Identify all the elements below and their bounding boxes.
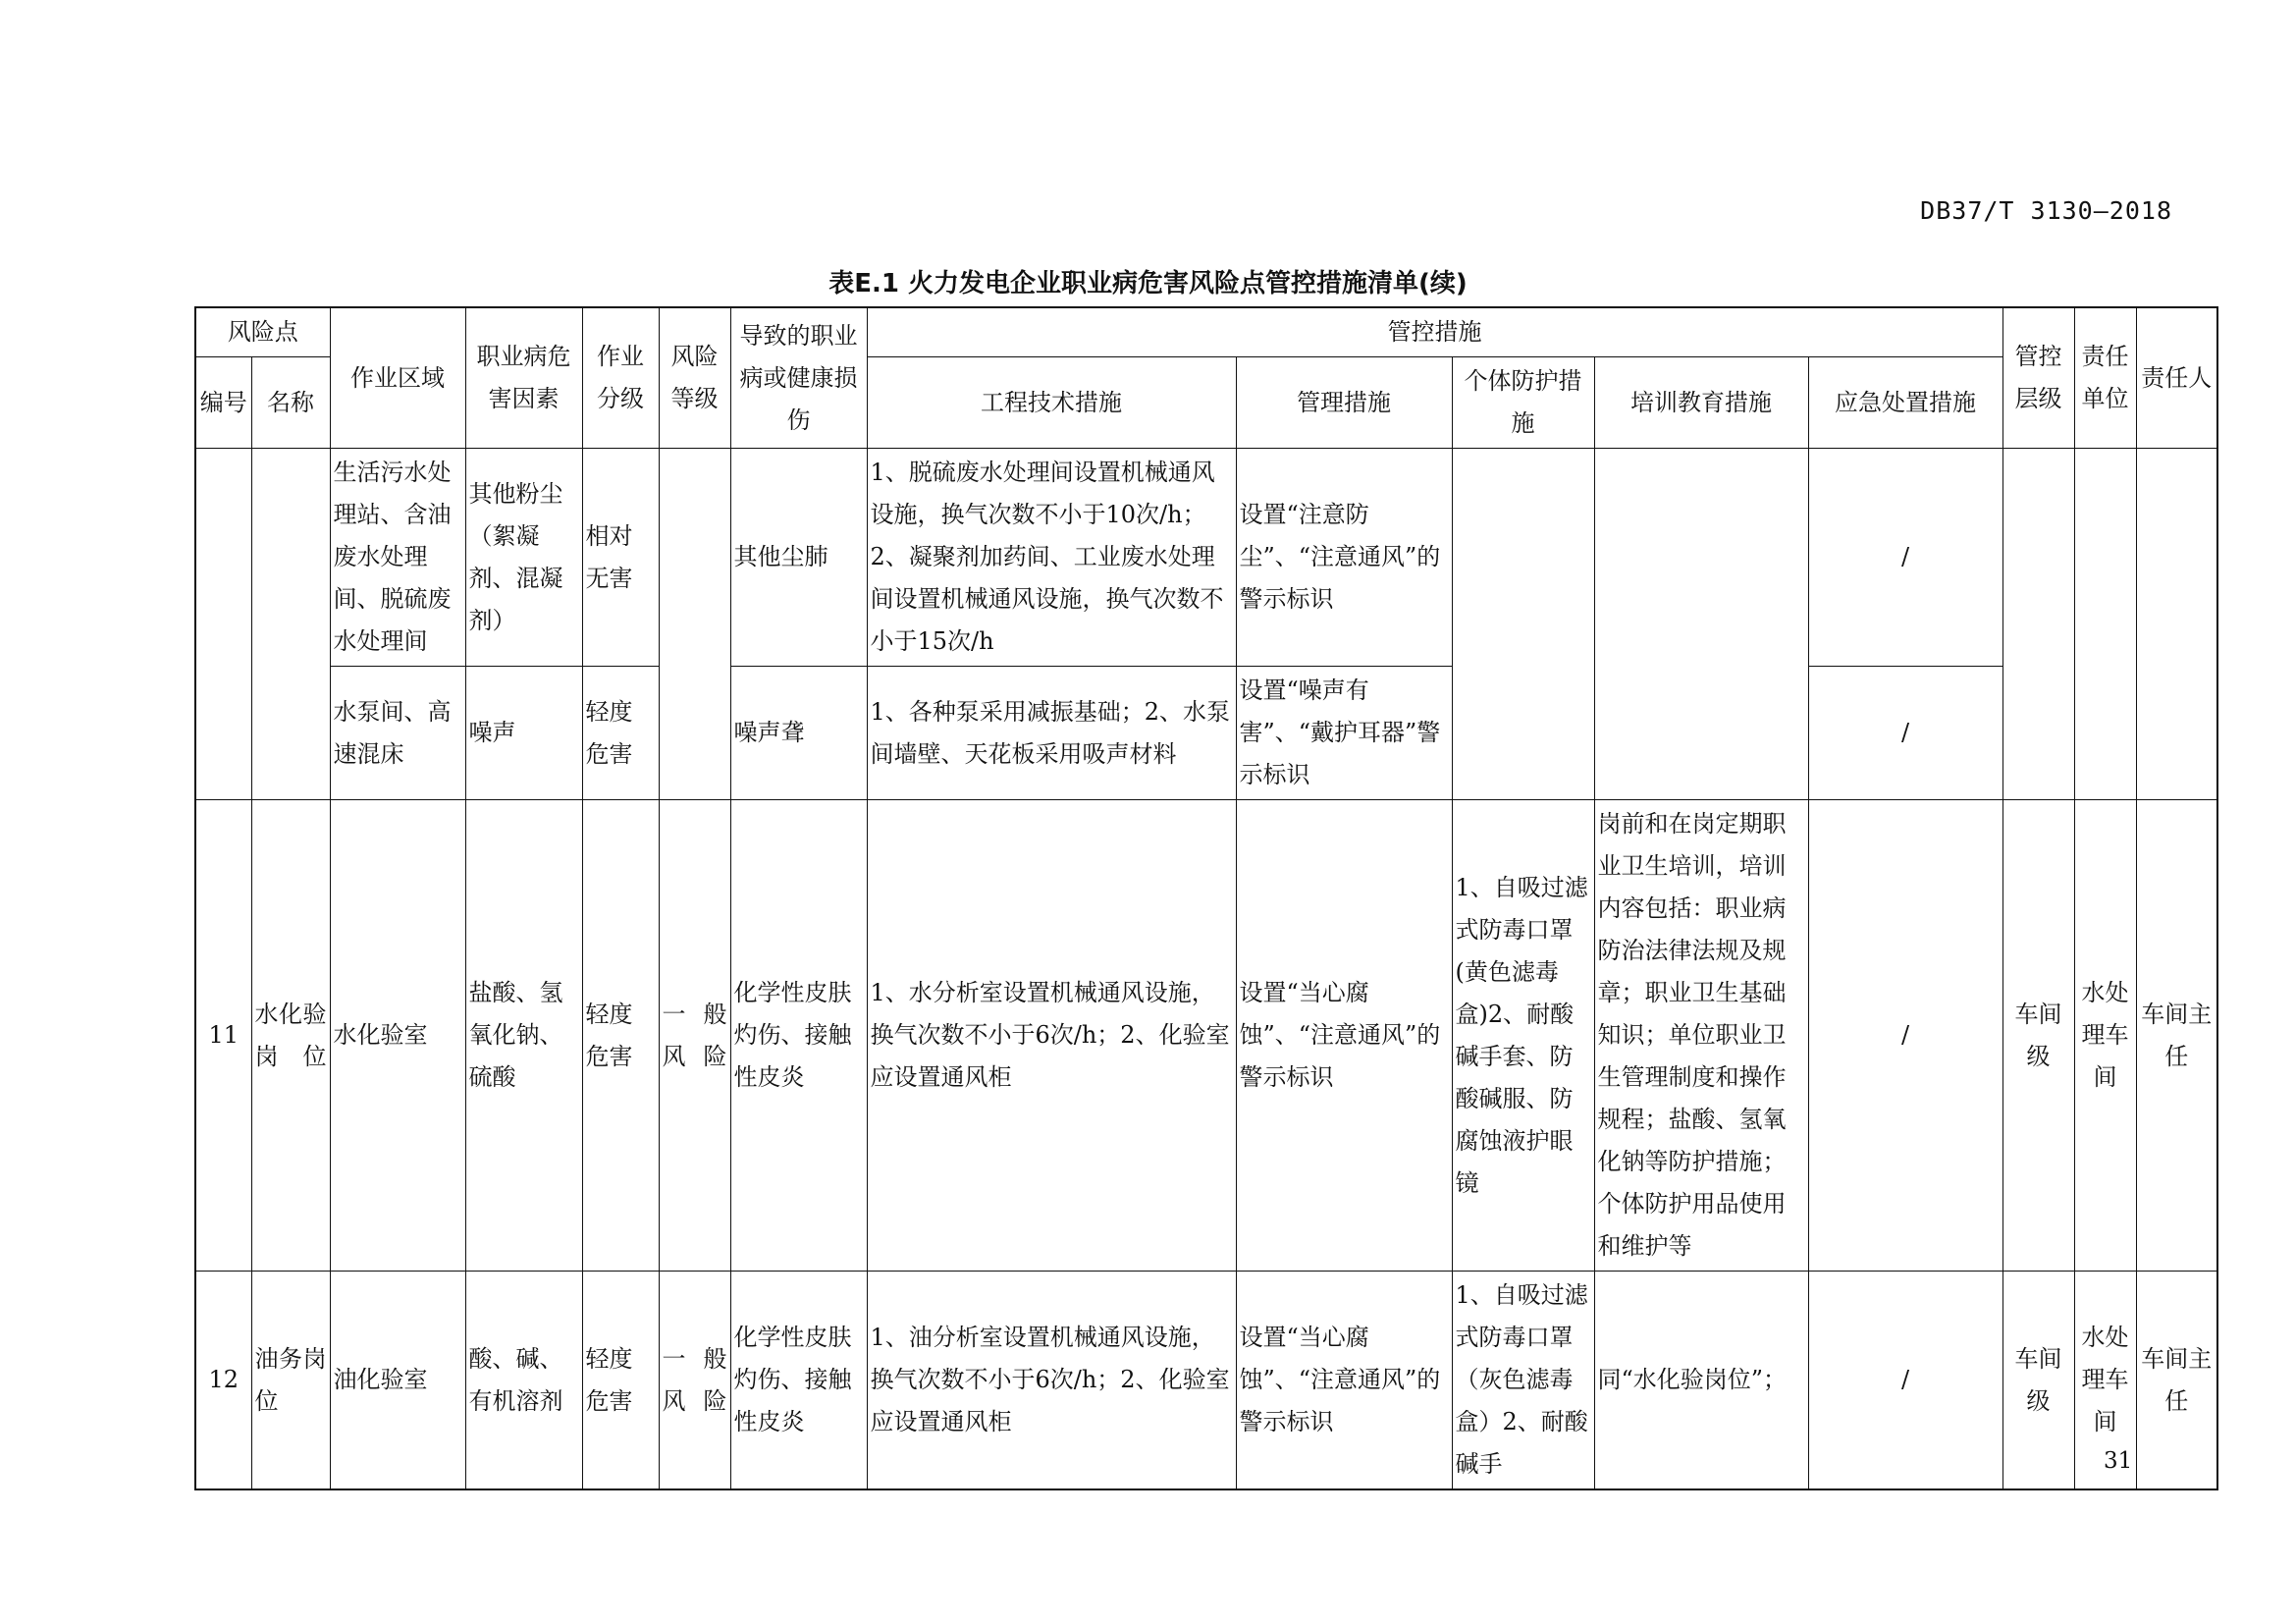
header-control-level: 管控层级 [2002, 307, 2074, 449]
table-cell [2074, 449, 2136, 800]
header-emergency: 应急处置措施 [1808, 357, 2002, 449]
disease-cell: 噪声聋 [730, 667, 867, 800]
level-cell: 一般风险 [659, 1272, 730, 1490]
number-cell: 12 [195, 1272, 251, 1490]
hazard-cell: 其他粉尘（絮凝剂、混凝剂） [465, 449, 582, 667]
grade-cell: 相对无害 [582, 449, 659, 667]
table-cell [659, 449, 730, 800]
disease-cell: 化学性皮肤灼伤、接触性皮炎 [730, 800, 867, 1272]
header-management: 管理措施 [1236, 357, 1452, 449]
work-area-cell: 生活污水处理站、含油废水处理间、脱硫废水处理间 [330, 449, 465, 667]
control-level-cell: 车间级 [2002, 800, 2074, 1272]
table-cell [195, 449, 251, 800]
table-cell [251, 449, 330, 800]
engineering-cell: 1、油分析室设置机械通风设施，换气次数不小于6次/h；2、化验室应设置通风柜 [867, 1272, 1236, 1490]
disease-cell: 其他尘肺 [730, 449, 867, 667]
ppe-cell: 1、自吸过滤式防毒口罩（灰色滤毒盒）2、耐酸碱手 [1452, 1272, 1594, 1490]
table-cell [1594, 449, 1808, 800]
training-cell: 岗前和在岗定期职业卫生培训，培训内容包括：职业病防治法律法规及规章；职业卫生基础知识；单位职业卫生管理制度和操作规程；盐酸、氢氧化钠等防护措施；个体防护用品使用和维护等 [1594, 800, 1808, 1272]
emergency-cell: / [1808, 800, 2002, 1272]
table-cell [1452, 449, 1594, 800]
grade-cell: 轻度危害 [582, 800, 659, 1272]
header-risk-level: 风险等级 [659, 307, 730, 449]
management-cell: 设置“当心腐蚀”、“注意通风”的警示标识 [1236, 1272, 1452, 1490]
header-hazard-factor: 职业病危害因素 [465, 307, 582, 449]
header-number: 编号 [195, 357, 251, 449]
management-cell: 设置“噪声有害”、“戴护耳器”警示标识 [1236, 667, 1452, 800]
resp-unit-cell: 水处理车间 [2074, 800, 2136, 1272]
name-cell: 油务岗位 [251, 1272, 330, 1490]
emergency-cell: / [1808, 667, 2002, 800]
hazard-cell: 盐酸、氢氧化钠、硫酸 [465, 800, 582, 1272]
engineering-cell: 1、各种泵采用减振基础；2、水泵间墙壁、天花板采用吸声材料 [867, 667, 1236, 800]
header-name: 名称 [251, 357, 330, 449]
management-cell: 设置“当心腐蚀”、“注意通风”的警示标识 [1236, 800, 1452, 1272]
resp-person-cell: 车间主任 [2136, 1272, 2217, 1490]
number-cell: 11 [195, 800, 251, 1272]
header-work-area: 作业区域 [330, 307, 465, 449]
hazard-cell: 噪声 [465, 667, 582, 800]
grade-cell: 轻度危害 [582, 667, 659, 800]
resp-unit-cell: 水处理车间 [2074, 1272, 2136, 1490]
grade-cell: 轻度危害 [582, 1272, 659, 1490]
header-disease: 导致的职业病或健康损伤 [730, 307, 867, 449]
management-cell: 设置“注意防尘”、“注意通风”的警示标识 [1236, 449, 1452, 667]
table-cell [2002, 449, 2074, 800]
page-number: 31 [2104, 1448, 2133, 1474]
header-risk-point: 风险点 [195, 307, 330, 357]
engineering-cell: 1、脱硫废水处理间设置机械通风设施，换气次数不小于10次/h；2、凝聚剂加药间、工业废水处理间设置机械通风设施，换气次数不小于15次/h [867, 449, 1236, 667]
control-level-cell: 车间级 [2002, 1272, 2074, 1490]
header-training: 培训教育措施 [1594, 357, 1808, 449]
engineering-cell: 1、水分析室设置机械通风设施，换气次数不小于6次/h；2、化验室应设置通风柜 [867, 800, 1236, 1272]
name-cell: 水化验岗位 [251, 800, 330, 1272]
header-ppe: 个体防护措施 [1452, 357, 1594, 449]
header-resp-person: 责任人 [2136, 307, 2217, 449]
header-work-grade: 作业分级 [582, 307, 659, 449]
hazard-cell: 酸、碱、有机溶剂 [465, 1272, 582, 1490]
header-resp-unit: 责任单位 [2074, 307, 2136, 449]
ppe-cell: 1、自吸过滤式防毒口罩(黄色滤毒盒)2、耐酸碱手套、防酸碱服、防腐蚀液护眼镜 [1452, 800, 1594, 1272]
level-cell: 一般风险 [659, 800, 730, 1272]
header-engineering: 工程技术措施 [867, 357, 1236, 449]
disease-cell: 化学性皮肤灼伤、接触性皮炎 [730, 1272, 867, 1490]
work-area-cell: 水泵间、高速混床 [330, 667, 465, 800]
risk-control-table [194, 306, 2218, 1490]
emergency-cell: / [1808, 449, 2002, 667]
table-cell [2136, 449, 2217, 800]
emergency-cell: / [1808, 1272, 2002, 1490]
standard-code: DB37/T 3130—2018 [1920, 196, 2172, 225]
header-control-measures: 管控措施 [867, 307, 2002, 357]
training-cell: 同“水化验岗位”； [1594, 1272, 1808, 1490]
resp-person-cell: 车间主任 [2136, 800, 2217, 1272]
work-area-cell: 水化验室 [330, 800, 465, 1272]
table-caption: 表E.1 火力发电企业职业病危害风险点管控措施清单(续) [828, 269, 1468, 298]
work-area-cell: 油化验室 [330, 1272, 465, 1490]
